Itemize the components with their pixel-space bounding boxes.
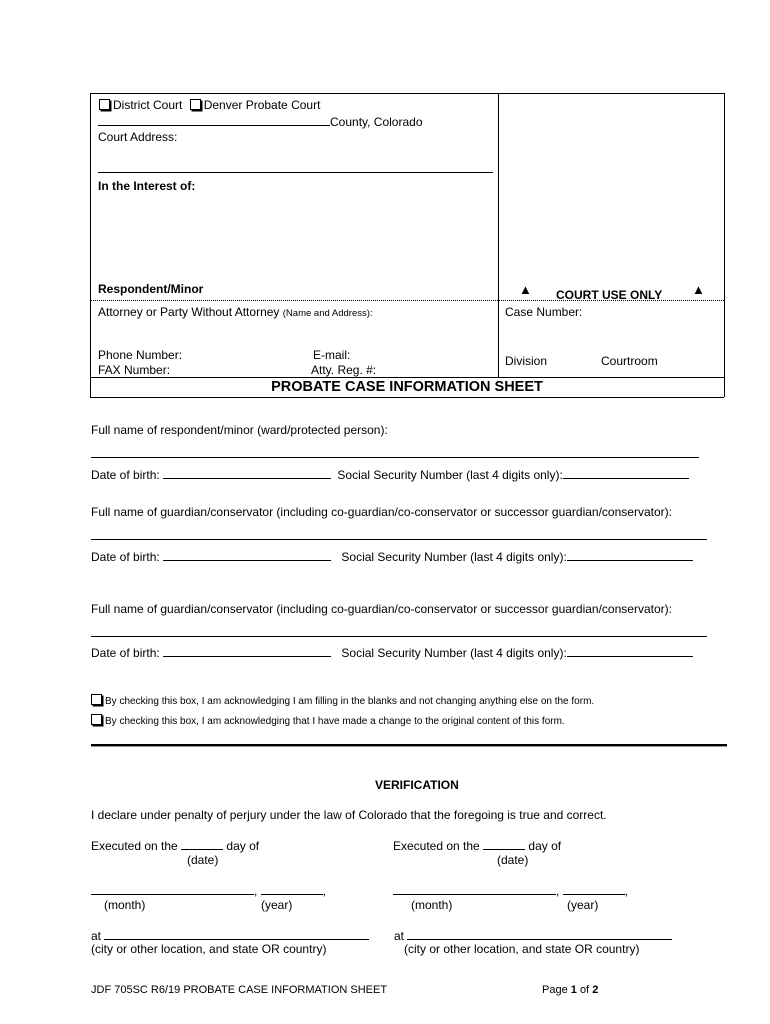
ack-changed-row (91, 714, 565, 727)
respondent-full-name-label: Full name of respondent/minor (ward/protected person): (91, 423, 388, 437)
right-month-hint: (month) (411, 898, 453, 912)
fax-number-label: FAX Number: (98, 363, 171, 377)
up-arrow-left-icon: ▲ (519, 282, 532, 297)
guardian-1-ssn-label: Social Security Number (last 4 digits only): (341, 550, 567, 564)
right-day-field[interactable] (483, 838, 525, 850)
left-year-hint: (year) (261, 898, 293, 912)
guardian-1-dob-field[interactable] (163, 549, 331, 561)
court-address-label: Court Address: (98, 130, 178, 144)
right-executed-on-label: Executed on the (393, 839, 480, 853)
page-current: 1 (570, 984, 577, 996)
right-year-field[interactable] (563, 883, 625, 895)
left-month-year-row (91, 883, 326, 898)
right-date-hint: (date) (497, 853, 529, 867)
attorney-row (98, 305, 373, 319)
county-field[interactable] (98, 114, 330, 126)
left-comma: , (254, 884, 258, 898)
right-comma-2: , (624, 884, 629, 898)
atty-reg-label: Atty. Reg. #: (311, 363, 377, 377)
denver-probate-court-checkbox[interactable] (190, 99, 201, 110)
phone-number-label: Phone Number: (98, 348, 183, 362)
district-court-label: District Court (113, 98, 183, 112)
ack-changed-checkbox[interactable] (91, 714, 102, 725)
left-at-label: at (91, 929, 102, 943)
guardian-1-ssn-field[interactable] (567, 549, 693, 561)
guardian-2-full-name-label: Full name of guardian/conservator (including co-guardian/co-conservator or successor guardian/conservator): (91, 602, 672, 616)
right-day-of-label: day of (528, 839, 562, 853)
guardian-2-full-name-field[interactable] (91, 636, 707, 637)
attorney-note: (Name and Address): (282, 308, 373, 319)
guardian-2-dob-label: Date of birth: (91, 646, 160, 660)
left-year-field[interactable] (261, 883, 323, 895)
right-month-field[interactable] (393, 883, 556, 895)
guardian-1-dob-row (91, 549, 693, 564)
left-month-hint: (month) (104, 898, 146, 912)
guardian-1-full-name-field[interactable] (91, 539, 707, 540)
title-row-top-border (90, 377, 724, 378)
court-type-row (99, 98, 320, 112)
verification-declaration: I declare under penalty of perjury under the law of Colorado that the foregoing is true and correct. (91, 808, 607, 822)
in-the-interest-of-label: In the Interest of: (98, 179, 196, 193)
county-row (98, 114, 423, 129)
caption-column-divider (498, 93, 499, 377)
guardian-2-ssn-label: Social Security Number (last 4 digits only): (341, 646, 567, 660)
right-executed-row (393, 838, 561, 853)
ack-no-change-row (91, 694, 594, 707)
right-year-hint: (year) (567, 898, 599, 912)
caption-bottom-border (90, 397, 724, 398)
form-title: PROBATE CASE INFORMATION SHEET (271, 379, 543, 395)
respondent-minor-label: Respondent/Minor (98, 282, 204, 296)
section-divider (91, 744, 727, 746)
right-location-hint: (city or other location, and state OR country) (404, 942, 640, 956)
attorney-label: Attorney or Party Without Attorney (98, 305, 280, 319)
guardian-2-dob-field[interactable] (163, 645, 331, 657)
left-day-of-label: day of (226, 839, 260, 853)
caption-left-border (90, 93, 91, 397)
respondent-ssn-label: Social Security Number (last 4 digits only): (337, 468, 563, 482)
respondent-dob-row (91, 467, 689, 482)
court-use-only-label: COURT USE ONLY (556, 288, 663, 302)
respondent-dob-field[interactable] (163, 467, 331, 479)
guardian-1-dob-label: Date of birth: (91, 550, 160, 564)
left-day-field[interactable] (181, 838, 223, 850)
left-executed-row (91, 838, 259, 853)
guardian-2-ssn-field[interactable] (567, 645, 693, 657)
case-number-label: Case Number: (505, 305, 583, 319)
left-month-field[interactable] (91, 883, 254, 895)
left-executed-on-label: Executed on the (91, 839, 178, 853)
email-label: E-mail: (313, 348, 351, 362)
respondent-ssn-field[interactable] (563, 467, 689, 479)
left-date-hint: (date) (187, 853, 219, 867)
left-comma-2: , (322, 884, 327, 898)
court-address-field[interactable] (98, 172, 493, 173)
right-comma: , (556, 884, 560, 898)
footer-page-number (542, 984, 598, 996)
county-colorado-label: County, Colorado (330, 115, 423, 129)
guardian-2-dob-row (91, 645, 693, 660)
respondent-full-name-field[interactable] (91, 457, 699, 458)
caption-top-border (90, 93, 724, 94)
right-at-row (394, 928, 672, 943)
footer-form-id: JDF 705SC R6/19 PROBATE CASE INFORMATION SHEET (91, 984, 388, 996)
ack-changed-label: By checking this box, I am acknowledging that I have made a change to the original content of this form. (105, 716, 565, 727)
respondent-dob-label: Date of birth: (91, 468, 160, 482)
guardian-1-full-name-label: Full name of guardian/conservator (including co-guardian/co-conservator or successor guardian/conservator): (91, 505, 672, 519)
right-month-year-row (393, 883, 628, 898)
page-word: Page (542, 984, 568, 996)
left-location-field[interactable] (104, 928, 369, 940)
left-at-row (91, 928, 369, 943)
ack-no-change-checkbox[interactable] (91, 694, 102, 705)
district-court-checkbox[interactable] (99, 99, 110, 110)
division-label: Division (505, 354, 548, 368)
verification-heading: VERIFICATION (375, 778, 459, 792)
right-location-field[interactable] (407, 928, 672, 940)
ack-no-change-label: By checking this box, I am acknowledging I am filling in the blanks and not changing anything else on the form. (105, 696, 595, 707)
up-arrow-right-icon: ▲ (692, 282, 705, 297)
courtroom-label: Courtroom (601, 354, 658, 368)
page-total: 2 (592, 984, 599, 996)
left-location-hint: (city or other location, and state OR country) (91, 942, 327, 956)
page-of-word: of (579, 984, 590, 996)
caption-right-border (724, 93, 725, 397)
denver-probate-court-label: Denver Probate Court (203, 98, 321, 112)
right-at-label: at (394, 929, 405, 943)
